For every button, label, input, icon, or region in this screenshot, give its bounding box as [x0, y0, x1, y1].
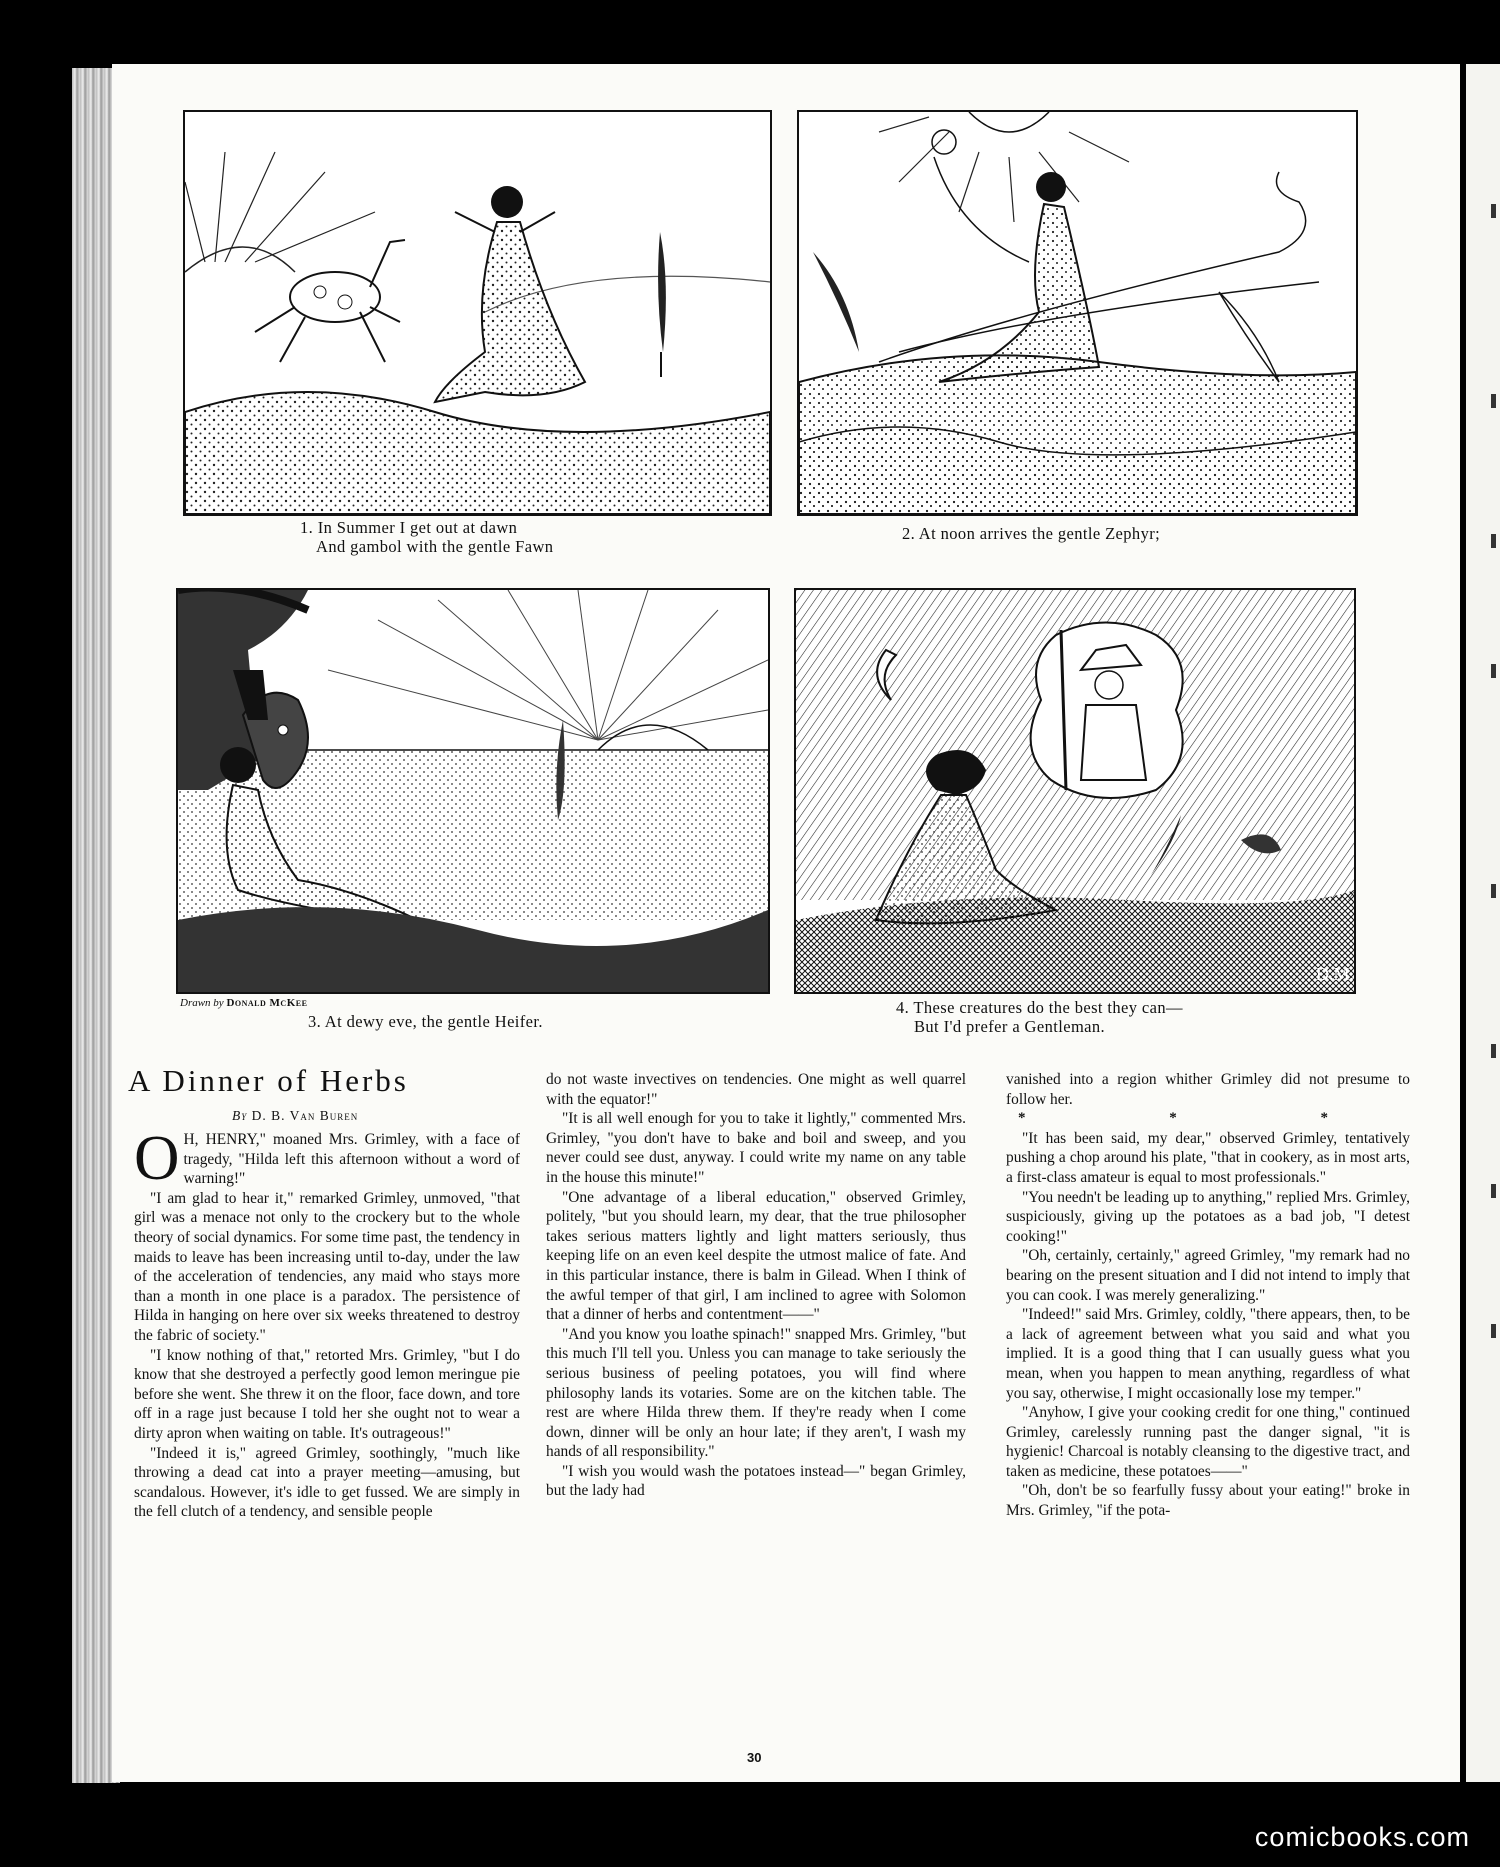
article-title: A Dinner of Herbs — [128, 1063, 409, 1098]
article-column-3 — [1006, 1070, 1410, 1521]
illustration-panel-2 — [797, 110, 1358, 516]
paragraph-14: "Indeed!" said Mrs. Grimley, coldly, "there appears, then, to be a lack of agreement between what you said and what you implied. It is a good thing that I can usually guess what you mean, when you happen to mean anything, regardless of what you say, otherwise, I might occasionally lose my temper." — [1006, 1306, 1410, 1402]
panel-4-caption-line2: But I'd prefer a Gentleman. — [914, 1017, 1106, 1036]
panel-1-caption — [300, 518, 553, 556]
paragraph-3: "I know nothing of that," retorted Mrs. Grimley, "but I do know that she destroyed a perfectly good lemon meringue pie before she went. She threw it on the floor, face down, and tore off in a rage just because I told her she ought not to wear a dirty apron when waiting on table. It's outrageous!" — [134, 1346, 520, 1442]
gentleman-illustration — [796, 590, 1354, 992]
credit-prefix: Drawn by — [180, 997, 224, 1009]
paragraph-6: "It is all well enough for you to take it lightly," commented Mrs. Grimley, "you don't have to bake and boil and sweep, and you never could see dust, anyway. I could write my name on any table in the house this minute!" — [546, 1110, 966, 1186]
panel-4-caption — [896, 998, 1183, 1036]
panel-2-caption: 2. At noon arrives the gentle Zephyr; — [902, 524, 1161, 543]
paragraph-9: "I wish you would wash the potatoes instead—" began Grimley, but the lady had — [546, 1462, 966, 1500]
paragraph-7: "One advantage of a liberal education," observed Grimley, politely, "but you should learn, my dear, that the true philosopher takes serious matters lightly and light matters seriously, thus keeping life on an even keel despite the utmost malice of fate. And in this particular instance, there is balm in Gilead. When I think of the awful temper of that girl, I am inclined to agree with Solomon that a dinner of herbs and contentment——" — [546, 1188, 966, 1324]
illustration-panel-4 — [794, 588, 1356, 994]
drop-cap: O — [134, 1123, 180, 1193]
article-byline — [232, 1108, 358, 1124]
article-column-2 — [546, 1070, 966, 1501]
paragraph-8: "And you know you loathe spinach!" snapped Mrs. Grimley, "but this much I'll tell you. Unless you can manage to take seriously the serious business of peeling potatoes, you will find where philosophy lands its votaries. Some are on the kitchen table. The rest are where Hilda threw them. If they're ready when I come down, dinner will be only an hour late; if they aren't, I wash my hands of all responsibility." — [546, 1325, 966, 1461]
credit-name: Donald McKee — [226, 997, 308, 1009]
paragraph-5: do not waste invectives on tendencies. One might as well quarrel with the equator!" — [546, 1071, 966, 1108]
zephyr-illustration — [799, 112, 1356, 514]
panel-4-caption-line1: 4. These creatures do the best they can— — [896, 998, 1183, 1017]
panel-1-caption-line1: 1. In Summer I get out at dawn — [300, 518, 518, 537]
byline-prefix: By — [232, 1108, 248, 1123]
illustrator-credit — [180, 997, 307, 1009]
paragraph-11: "It has been said, my dear," observed Grimley, tentatively pushing a chop around his plate, "that in cookery, as in most arts, a first-class amateur is equal to most professionals." — [1006, 1129, 1410, 1186]
page-number: 30 — [747, 1750, 762, 1765]
byline-author: D. B. Van Buren — [251, 1108, 359, 1123]
illustration-panel-1 — [183, 110, 772, 516]
paragraph-12: "You needn't be leading up to anything," replied Mrs. Grimley, suspiciously, giving up the potatoes as a bad job, "I detest cooking!" — [1006, 1188, 1410, 1245]
paragraph-2: "I am glad to hear it," remarked Grimley, unmoved, "that girl was a menace not only to the crockery but to the whole theory of social dynamics. For some time past, the tendency in maids to leave has been increasing until to-day, under the law of the acceleration of tendencies, any maid who stays more than a month in one place is a paradox. The persistence of Hilda in hanging on here over six weeks threatened to destroy the fabric of society." — [134, 1189, 520, 1344]
facing-page-edge — [1466, 64, 1500, 1782]
paragraph-1: O H, HENRY," moaned Mrs. Grimley, with a face of tragedy, "Hilda left this afternoon without a word of warning!" — [134, 1123, 520, 1193]
paragraph-4: "Indeed it is," agreed Grimley, soothingly, "much like throwing a dead cat into a prayer meeting—amusing, but scandalous. However, it's idle to get fussed. We are simply in the fell clutch of a tendency, and sensible people — [134, 1444, 520, 1521]
paragraph-13: "Oh, certainly, certainly," agreed Grimley, "my remark had no bearing on the present situation and I did not intend to imply that you can cook. I was merely generalizing." — [1006, 1247, 1410, 1304]
heifer-illustration — [178, 590, 768, 992]
paragraph-16: "Oh, don't be so fearfully fussy about your eating!" broke in Mrs. Grimley, "if the pota- — [1006, 1482, 1410, 1520]
site-watermark: comicbooks.com — [1254, 1822, 1470, 1852]
panel-3-caption: 3. At dewy eve, the gentle Heifer. — [308, 1012, 543, 1031]
panel-1-caption-line2: And gambol with the gentle Fawn — [316, 537, 554, 556]
paragraph-10: vanished into a region whither Grimley did not presume to follow her. — [1006, 1071, 1410, 1108]
section-break: * * * — [1018, 1110, 1398, 1127]
article-column-1 — [134, 1123, 520, 1522]
paragraph-15: "Anyhow, I give your cooking credit for one thing," continued Grimley, carelessly running past the danger signal, "it is hygienic! Charcoal is notably cleansing to the digestive tract, and taken as medicine, these potatoes——" — [1006, 1404, 1410, 1480]
fawn-illustration — [185, 112, 770, 514]
artist-signature: D.M. — [1316, 964, 1354, 984]
illustration-panel-3 — [176, 588, 770, 994]
